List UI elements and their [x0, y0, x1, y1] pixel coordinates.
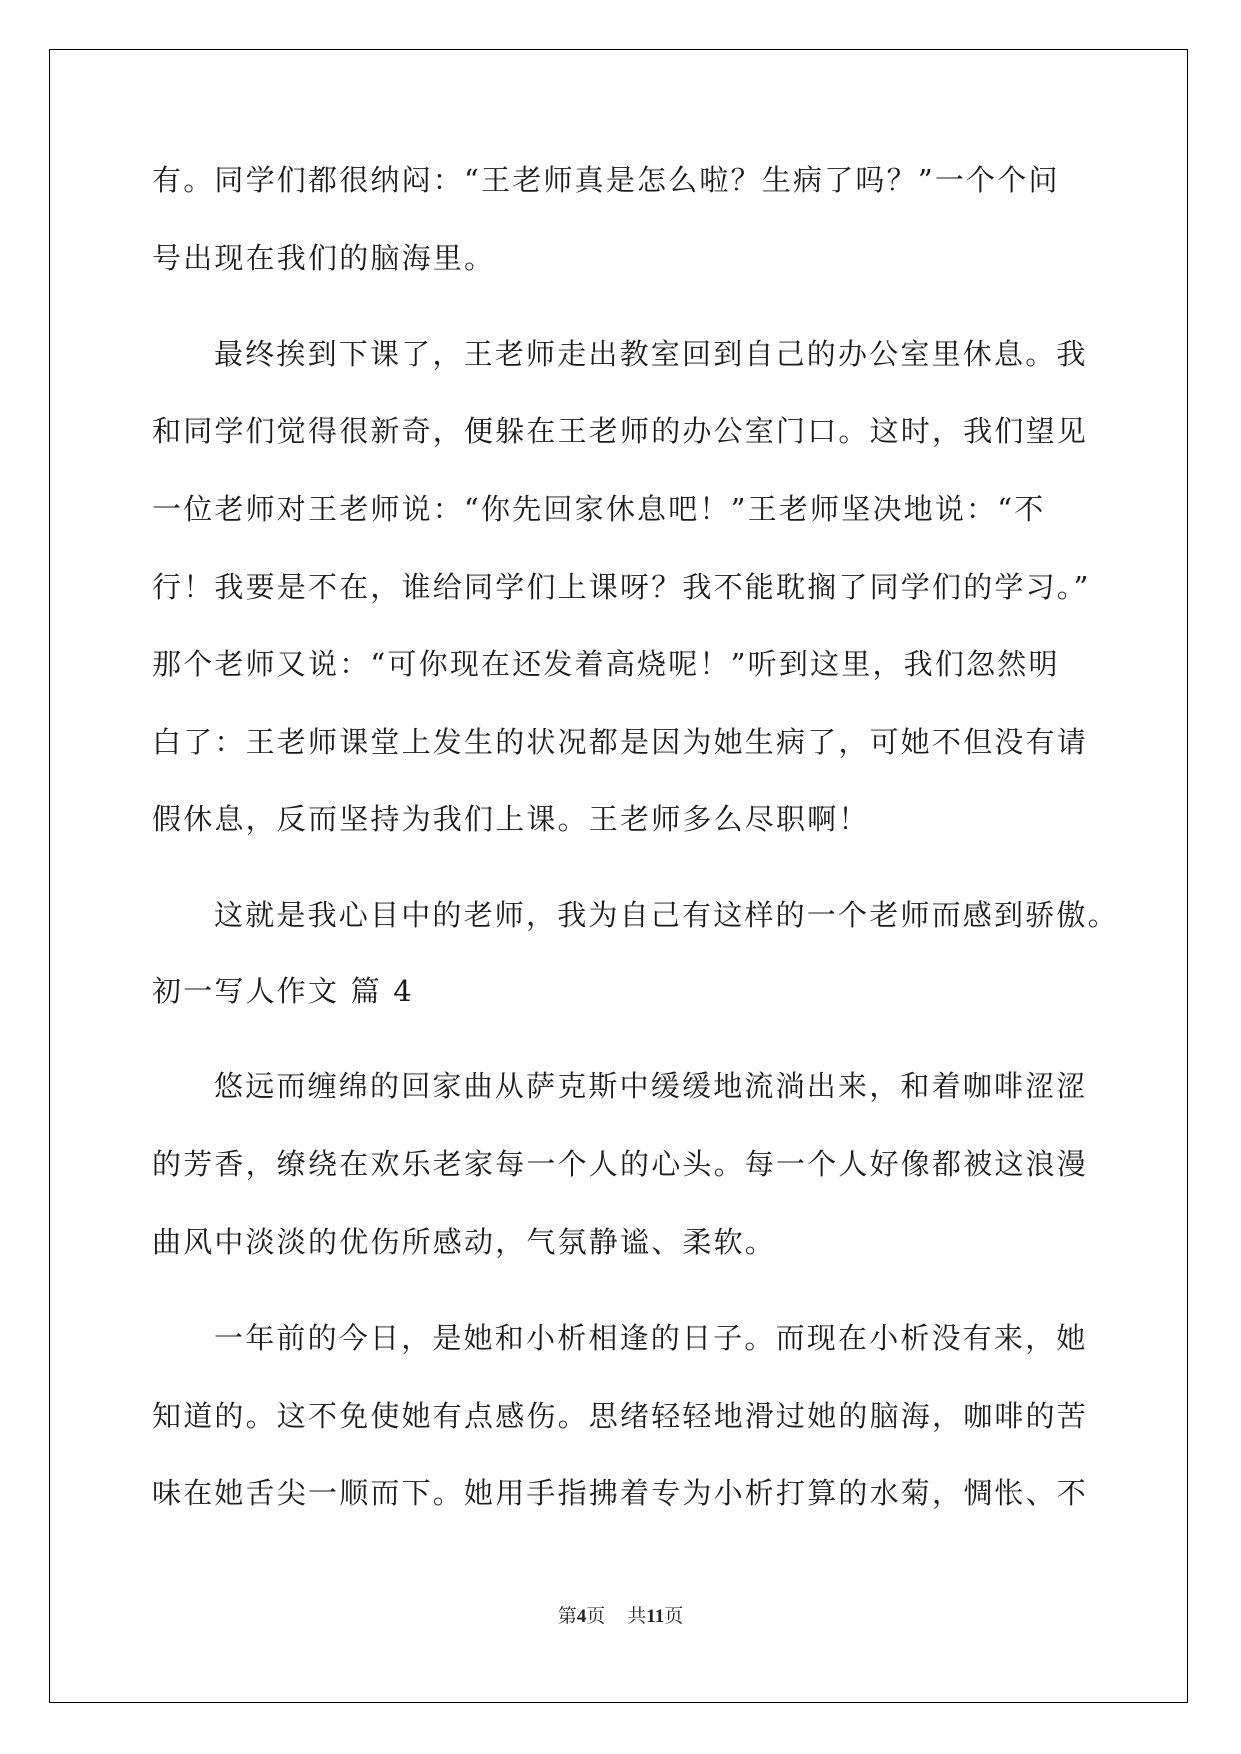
text-line: 行！我要是不在，谁给同学们上课呀？我不能耽搁了同学们的学习。”: [152, 570, 1091, 604]
paragraph-start-line: 悠远而缠绵的回家曲从萨克斯中缓缓地流淌出来，和着咖啡涩涩: [214, 1069, 1088, 1103]
text-line: 那个老师又说：“可你现在还发着高烧呢！”听到这里，我们忽然明: [152, 647, 1060, 681]
text-line: 和同学们觉得很新奇，便躲在王老师的办公室门口。这时，我们望见: [152, 414, 1089, 448]
text-line: 知道的。这不免使她有点感伤。思绪轻轻地滑过她的脑海，咖啡的苦: [152, 1399, 1089, 1433]
section-heading: 初一写人作文 篇 4: [152, 974, 414, 1008]
text-line: 一位老师对王老师说：“你先回家休息吧！”王老师坚决地说：“不: [152, 492, 1046, 526]
text-line: 白了：王老师课堂上发生的状况都是因为她生病了，可她不但没有请: [152, 725, 1089, 759]
text-line: 味在她舌尖一顺而下。她用手指拂着专为小析打算的水菊，惆怅、不: [152, 1476, 1089, 1510]
total-label: 页: [664, 1606, 684, 1627]
paragraph-start-line: 一年前的今日，是她和小析相逢的日子。而现在小析没有来，她: [214, 1321, 1088, 1355]
page-label: 页: [586, 1606, 606, 1627]
total-page-count: 11: [646, 1606, 665, 1627]
page-footer: [0, 1605, 1241, 1629]
text-line: 的芳香，缭绕在欢乐老家每一个人的心头。每一个人好像都被这浪漫: [152, 1147, 1089, 1181]
page-border: [49, 49, 1188, 1703]
current-page-number: 4: [576, 1606, 587, 1627]
text-line: 假休息，反而坚持为我们上课。王老师多么尽职啊！: [152, 802, 870, 836]
page-prefix: 第: [557, 1606, 577, 1627]
text-line: 号出现在我们的脑海里。: [152, 241, 496, 275]
paragraph-start-line: 这就是我心目中的老师，我为自己有这样的一个老师而感到骄傲。: [214, 898, 1119, 932]
total-prefix: 共: [627, 1606, 647, 1627]
text-line: 曲风中淡淡的优伤所感动，气氛静谧、柔软。: [152, 1225, 777, 1259]
text-line: 有。同学们都很纳闷：“王老师真是怎么啦？生病了吗？”一个个问: [152, 163, 1060, 197]
paragraph-start-line: 最终挨到下课了，王老师走出教室回到自己的办公室里休息。我: [214, 337, 1088, 371]
